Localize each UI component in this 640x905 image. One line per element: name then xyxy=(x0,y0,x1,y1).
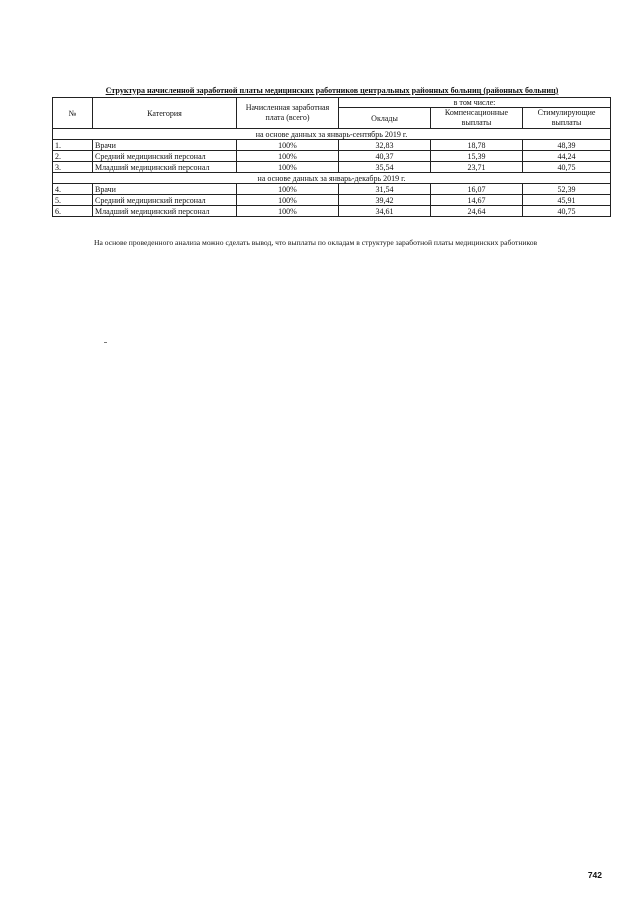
row-salaries: 39,42 xyxy=(339,195,431,206)
header-salaries: Оклады xyxy=(339,108,431,129)
row-category: Младший медицинский персонал xyxy=(93,206,237,217)
row-salaries: 31,54 xyxy=(339,184,431,195)
row-salaries: 32,83 xyxy=(339,140,431,151)
row-compensation: 16,07 xyxy=(431,184,523,195)
row-total: 100% xyxy=(237,195,339,206)
row-total: 100% xyxy=(237,151,339,162)
table-row xyxy=(53,206,611,217)
row-num: 6. xyxy=(53,206,93,217)
row-category: Врачи xyxy=(93,140,237,151)
row-category: Врачи xyxy=(93,184,237,195)
table-row xyxy=(53,195,611,206)
row-total: 100% xyxy=(237,162,339,173)
table-row xyxy=(53,151,611,162)
row-salaries: 40,37 xyxy=(339,151,431,162)
row-salaries: 34,61 xyxy=(339,206,431,217)
table-title: Структура начисленной заработной платы медицинских работников центральных районных больниц (районных больниц) xyxy=(105,86,559,95)
row-num: 5. xyxy=(53,195,93,206)
page-number: 742 xyxy=(587,870,602,880)
header-total: Начисленная заработная плата (всего) xyxy=(237,98,339,129)
salary-structure-table xyxy=(52,97,611,217)
row-compensation: 14,67 xyxy=(431,195,523,206)
row-incentive: 40,75 xyxy=(523,206,611,217)
row-incentive: 40,75 xyxy=(523,162,611,173)
row-compensation: 15,39 xyxy=(431,151,523,162)
row-num: 2. xyxy=(53,151,93,162)
row-compensation: 23,71 xyxy=(431,162,523,173)
row-total: 100% xyxy=(237,184,339,195)
row-compensation: 24,64 xyxy=(431,206,523,217)
row-category: Средний медицинский персонал xyxy=(93,151,237,162)
header-compensation: Компенсационные выплаты xyxy=(431,108,523,129)
row-incentive: 52,39 xyxy=(523,184,611,195)
row-num: 1. xyxy=(53,140,93,151)
section-label: на основе данных за январь-сентябрь 2019 г. xyxy=(53,129,611,140)
row-category: Младший медицинский персонал xyxy=(93,162,237,173)
row-category: Средний медицинский персонал xyxy=(93,195,237,206)
row-incentive: 48,39 xyxy=(523,140,611,151)
stray-mark xyxy=(104,342,107,343)
row-total: 100% xyxy=(237,206,339,217)
row-num: 3. xyxy=(53,162,93,173)
table-row xyxy=(53,140,611,151)
row-incentive: 45,91 xyxy=(523,195,611,206)
header-num: № xyxy=(53,98,93,129)
row-compensation: 18,78 xyxy=(431,140,523,151)
row-incentive: 44,24 xyxy=(523,151,611,162)
table-row xyxy=(53,162,611,173)
header-incentive: Стимулирующие выплаты xyxy=(523,108,611,129)
header-including: в том числе: xyxy=(339,98,611,108)
row-total: 100% xyxy=(237,140,339,151)
conclusion-text: На основе проведенного анализа можно сделать вывод, что выплаты по окладам в структуре заработной платы медицинских работников xyxy=(94,238,538,247)
section-label: на основе данных за январь-декабрь 2019 г. xyxy=(53,173,611,184)
table-row xyxy=(53,184,611,195)
row-salaries: 35,54 xyxy=(339,162,431,173)
row-num: 4. xyxy=(53,184,93,195)
header-category: Категория xyxy=(93,98,237,129)
